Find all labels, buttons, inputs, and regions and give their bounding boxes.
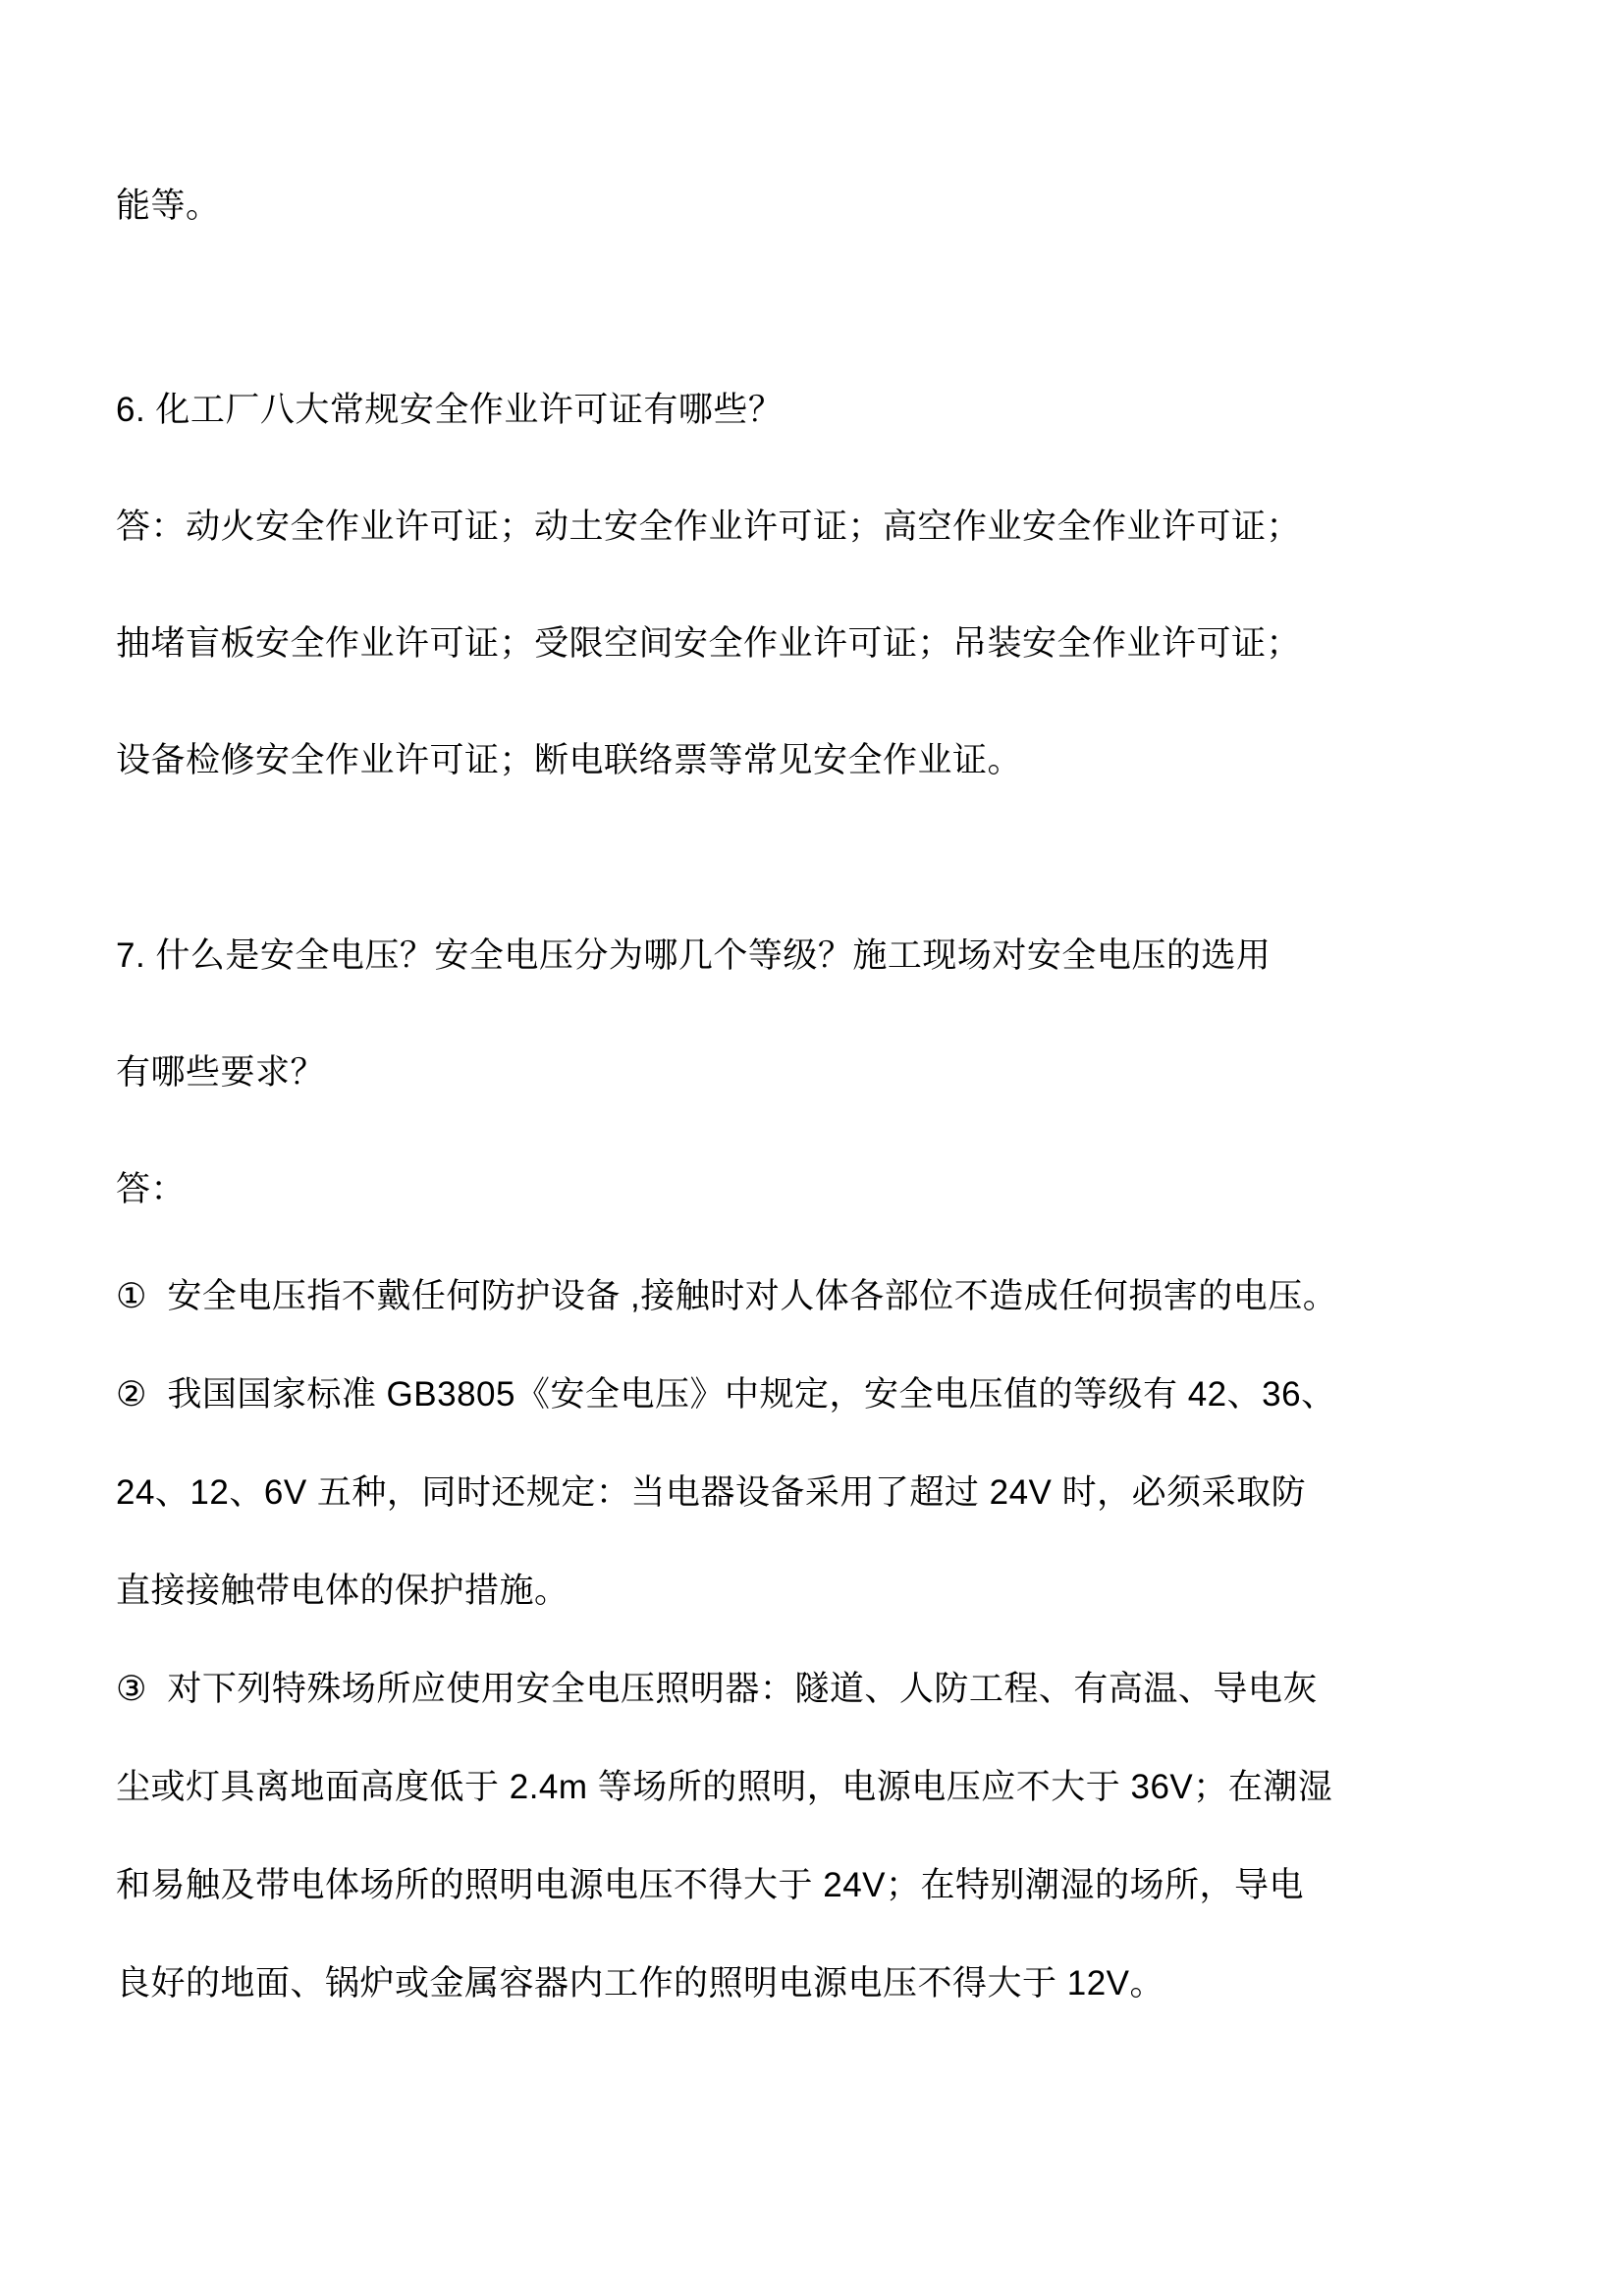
answer-7-item-3-line-2: 尘或灯具离地面高度低于 2.4m 等场所的照明，电源电压应不大于 36V；在潮湿	[116, 1768, 1333, 1806]
answer-6-line-1: 答：动火安全作业许可证；动土安全作业许可证；高空作业安全作业许可证；	[116, 507, 1302, 546]
paragraph-carryover: 能等。	[116, 187, 221, 225]
question-7-heading-line-1: 7. 什么是安全电压？安全电压分为哪几个等级？施工现场对安全电压的选用	[116, 936, 1272, 975]
answer-7-item-2-line-3: 直接接触带电体的保护措施。	[116, 1572, 569, 1610]
answer-6-line-2: 抽堵盲板安全作业许可证；受限空间安全作业许可证；吊装安全作业许可证；	[116, 624, 1302, 663]
answer-7-item-1-line-1: ① 安全电压指不戴任何防护设备 ,接触时对人体各部位不造成任何损害的电压。	[116, 1277, 1338, 1315]
answer-7-item-3-line-4: 良好的地面、锅炉或金属容器内工作的照明电源电压不得大于 12V。	[116, 1964, 1165, 2002]
spacer-after-carryover	[116, 236, 1510, 351]
answer-7-item-3-line-3: 和易触及带电体场所的照明电源电压不得大于 24V；在特别潮湿的场所，导电	[116, 1866, 1305, 1904]
answer-7-label: 答：	[116, 1170, 187, 1208]
document-content	[116, 177, 1510, 2033]
answer-7-item-2-line-2: 24、12、6V 五种，同时还规定：当电器设备采用了超过 24V 时，必须采取防	[116, 1473, 1307, 1512]
answer-7-item-3-line-1: ③ 对下列特殊场所应使用安全电压照明器：隧道、人防工程、有高温、导电灰	[116, 1670, 1318, 1708]
spacer-between-questions	[116, 819, 1510, 897]
answer-7-item-2-line-1: ② 我国国家标准 GB3805《安全电压》中规定，安全电压值的等级有 42、36、	[116, 1375, 1336, 1414]
question-7-heading-line-2: 有哪些要求？	[116, 1053, 326, 1092]
question-6-heading: 6. 化工厂八大常规安全作业许可证有哪些？	[116, 391, 784, 429]
answer-6-line-3: 设备检修安全作业许可证；断电联络票等常见安全作业证。	[116, 741, 1023, 779]
